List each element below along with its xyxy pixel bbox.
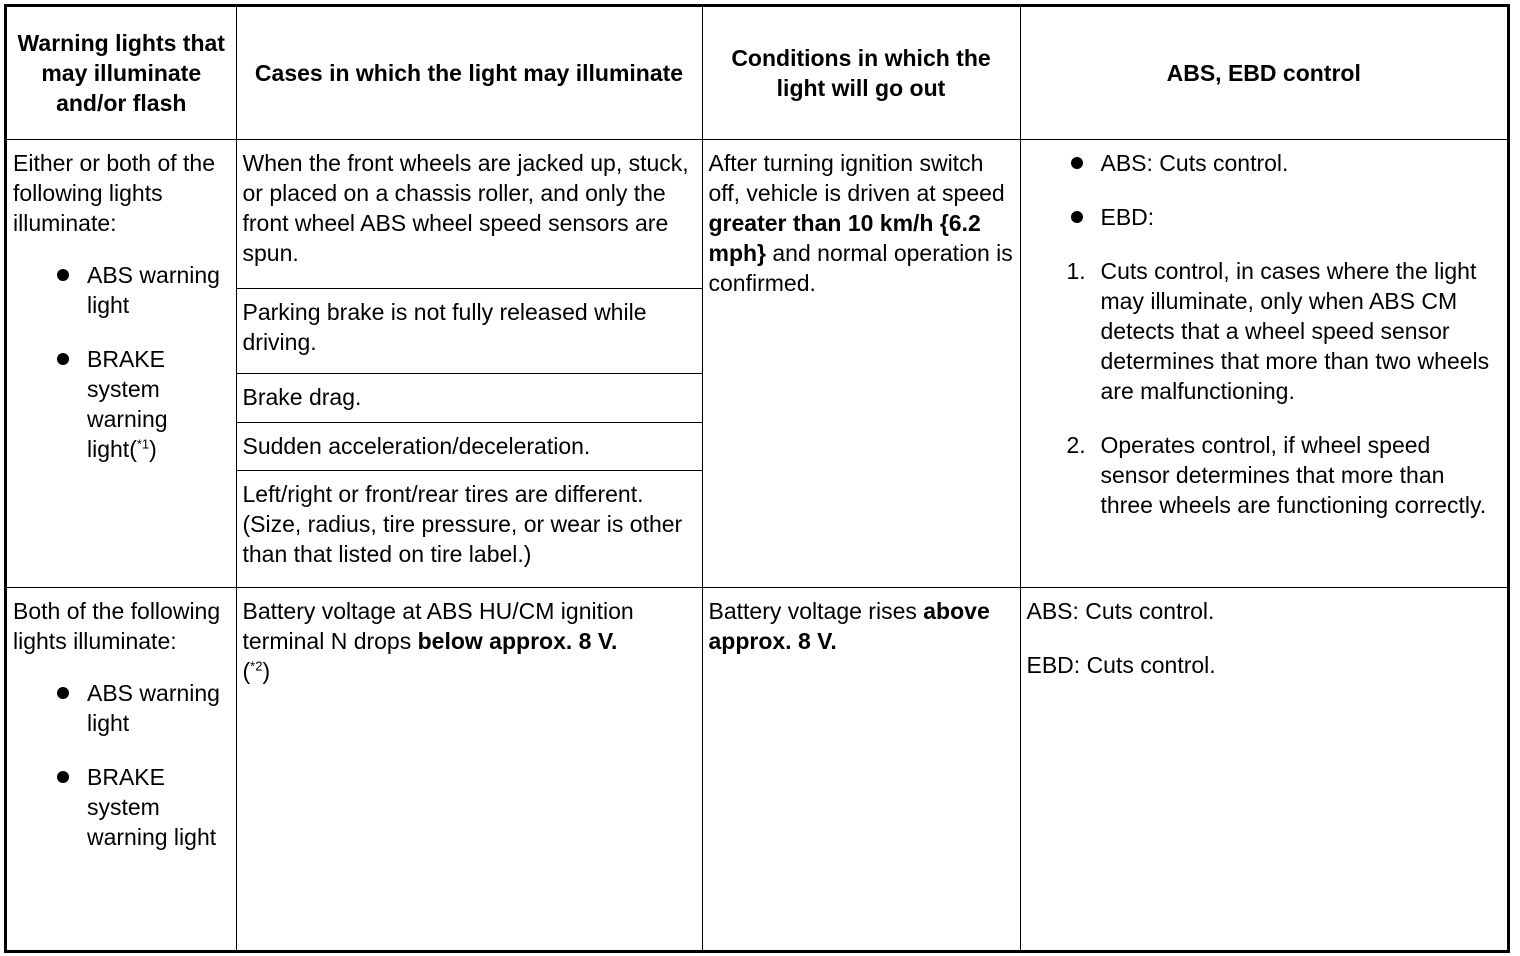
row1-abs-ebd-cell <box>1020 140 1507 588</box>
list-item <box>13 678 230 738</box>
footnote-close: ) <box>262 658 271 684</box>
list-item <box>1027 430 1502 520</box>
light-label: BRAKE system warning light( <box>87 346 168 462</box>
header-conditions: Conditions in which the light will go out <box>702 7 1020 140</box>
footnote-open: ( <box>242 658 251 684</box>
case-item: Brake drag. <box>237 374 702 423</box>
list-item <box>1027 148 1502 178</box>
row2-warning-lights-cell <box>7 588 236 951</box>
case-item: When the front wheels are jacked up, stuck, or placed on a chassis roller, and only the front wheel ABS wheel speed sensors are spun. <box>237 140 702 289</box>
list-item <box>1027 202 1502 232</box>
row2-cases-cell <box>236 588 702 951</box>
table-row <box>7 588 1507 951</box>
warning-light-table <box>7 7 1507 950</box>
condition-text: After turning ignition switch off, vehicle is driven at speed <box>708 150 1005 206</box>
case-text: Battery voltage at ABS HU/CM ignition terminal N drops <box>242 598 634 654</box>
light-label: ABS warning light <box>87 262 220 318</box>
row1-cases-cell <box>236 140 702 588</box>
header-warning-lights: Warning lights that may illuminate and/or flash <box>7 7 236 140</box>
light-label: BRAKE system warning light <box>87 764 217 850</box>
footnote-ref: *2 <box>250 658 263 674</box>
list-item <box>1027 256 1502 406</box>
abs-control-text: ABS: Cuts control. <box>1100 150 1289 176</box>
ebd-control-text: EBD: Cuts control. <box>1026 652 1216 678</box>
condition-threshold: greater than 10 km/h {6.2 mph} <box>708 210 981 266</box>
row1-lights-intro: Either or both of the following lights illuminate: <box>13 150 216 236</box>
row2-abs-ebd-cell <box>1020 588 1507 951</box>
ebd-item-text: Cuts control, in cases where the light may illuminate, only when ABS CM detects that a wheel speed sensor determines that more than two wheels are malfunctioning. <box>1100 258 1490 404</box>
ebd-item-text: Operates control, if wheel speed sensor determines that more than three wheels are functioning correctly. <box>1100 432 1487 518</box>
table-header-row <box>7 7 1507 140</box>
header-abs-ebd-control: ABS, EBD control <box>1020 7 1507 140</box>
condition-text: Battery voltage rises <box>708 598 924 624</box>
item-number: 2. <box>1066 432 1086 458</box>
case-item: Sudden acceleration/deceleration. <box>237 423 702 471</box>
row2-lights-intro: Both of the following lights illuminate: <box>13 598 221 654</box>
list-item <box>13 344 230 464</box>
row2-light-list <box>13 678 230 852</box>
list-item <box>13 762 230 852</box>
item-number: 1. <box>1066 258 1086 284</box>
abs-control-text: ABS: Cuts control. <box>1026 598 1215 624</box>
case-threshold: below approx. 8 V. <box>417 628 618 654</box>
ebd-control-label: EBD: <box>1100 204 1155 230</box>
row1-control-list <box>1027 148 1502 520</box>
light-label: ABS warning light <box>87 680 220 736</box>
row1-conditions-cell <box>702 140 1020 588</box>
case-item: Parking brake is not fully released while driving. <box>237 289 702 374</box>
condition-threshold: above approx. 8 V. <box>708 598 990 654</box>
footnote-close: ) <box>149 436 157 462</box>
header-cases: Cases in which the light may illuminate <box>236 7 702 140</box>
row2-conditions-cell <box>702 588 1020 951</box>
case-item: Left/right or front/rear tires are different. (Size, radius, tire pressure, or wear is other than that listed on tire label.) <box>242 481 683 567</box>
warning-light-table-frame <box>4 4 1510 953</box>
condition-text-end: and normal operation is confirmed. <box>708 240 1013 296</box>
table-row <box>7 140 1507 588</box>
row1-warning-lights-cell <box>7 140 236 588</box>
footnote-ref: *1 <box>136 436 150 452</box>
row1-light-list <box>13 260 230 464</box>
list-item <box>13 260 230 320</box>
